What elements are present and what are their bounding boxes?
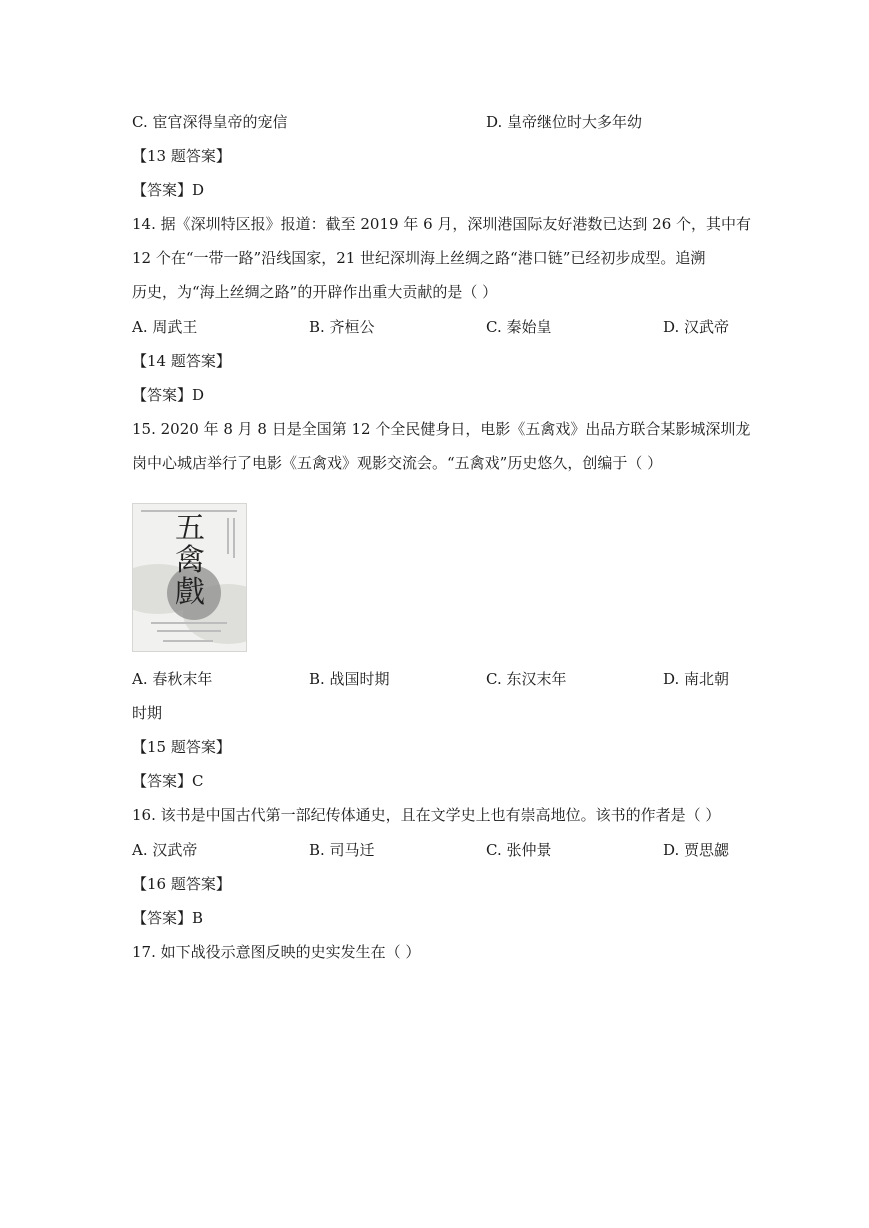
q14-answer: 【答案】D	[132, 386, 205, 404]
wuqinxi-movie-poster	[132, 503, 247, 652]
q14-text-line3: 历史，为“海上丝绸之路”的开辟作出重大贡献的是（ ）	[132, 283, 498, 301]
q14-option-d: D. 汉武帝	[663, 318, 730, 336]
q15-text-line2: 岗中心城店举行了电影《五禽戏》观影交流会。“五禽戏”历史悠久，创编于（ ）	[132, 454, 663, 472]
q15-answer-heading: 【15 题答案】	[132, 738, 231, 756]
poster-title-char-2: 禽	[175, 543, 205, 578]
q16-answer-heading: 【16 题答案】	[132, 875, 231, 893]
q14-answer-heading: 【14 题答案】	[132, 352, 231, 370]
q13-answer: 【答案】D	[132, 181, 205, 199]
q16-answer: 【答案】B	[132, 909, 204, 927]
q15-option-d: D. 南北朝	[663, 670, 730, 688]
q17-text-line1: 17. 如下战役示意图反映的史实发生在（ ）	[132, 943, 421, 961]
q15-answer: 【答案】C	[132, 772, 204, 790]
q15-option-d-continuation: 时期	[132, 704, 163, 722]
poster-title-char-3: 戲	[175, 575, 205, 610]
q15-text-line1: 15. 2020 年 8 月 8 日是全国第 12 个全民健身日，电影《五禽戏》出品方联合某影城深圳龙	[132, 420, 751, 438]
q16-text-line1: 16. 该书是中国古代第一部纪传体通史，且在文学史上也有崇高地位。该书的作者是（ ）	[132, 806, 721, 824]
q14-option-b: B. 齐桓公	[309, 318, 375, 336]
q13-option-c: C. 宦官深得皇帝的宠信	[132, 113, 288, 131]
q16-option-b: B. 司马迁	[309, 841, 375, 859]
q15-option-c: C. 东汉末年	[486, 670, 567, 688]
q14-option-c: C. 秦始皇	[486, 318, 552, 336]
q15-option-b: B. 战国时期	[309, 670, 390, 688]
q15-option-a: A. 春秋末年	[132, 670, 213, 688]
q16-option-c: C. 张仲景	[486, 841, 552, 859]
q14-text-line1: 14. 据《深圳特区报》报道：截至 2019 年 6 月，深圳港国际友好港数已达到 26 个，其中有	[132, 215, 752, 233]
poster-title-char-1: 五	[175, 511, 205, 546]
q14-option-a: A. 周武王	[132, 318, 198, 336]
q16-option-d: D. 贾思勰	[663, 841, 730, 859]
q13-answer-heading: 【13 题答案】	[132, 147, 231, 165]
q16-option-a: A. 汉武帝	[132, 841, 198, 859]
q14-text-line2: 12 个在“一带一路”沿线国家，21 世纪深圳海上丝绸之路“港口链”已经初步成型。追溯	[132, 249, 706, 267]
q13-option-d: D. 皇帝继位时大多年幼	[486, 113, 643, 131]
